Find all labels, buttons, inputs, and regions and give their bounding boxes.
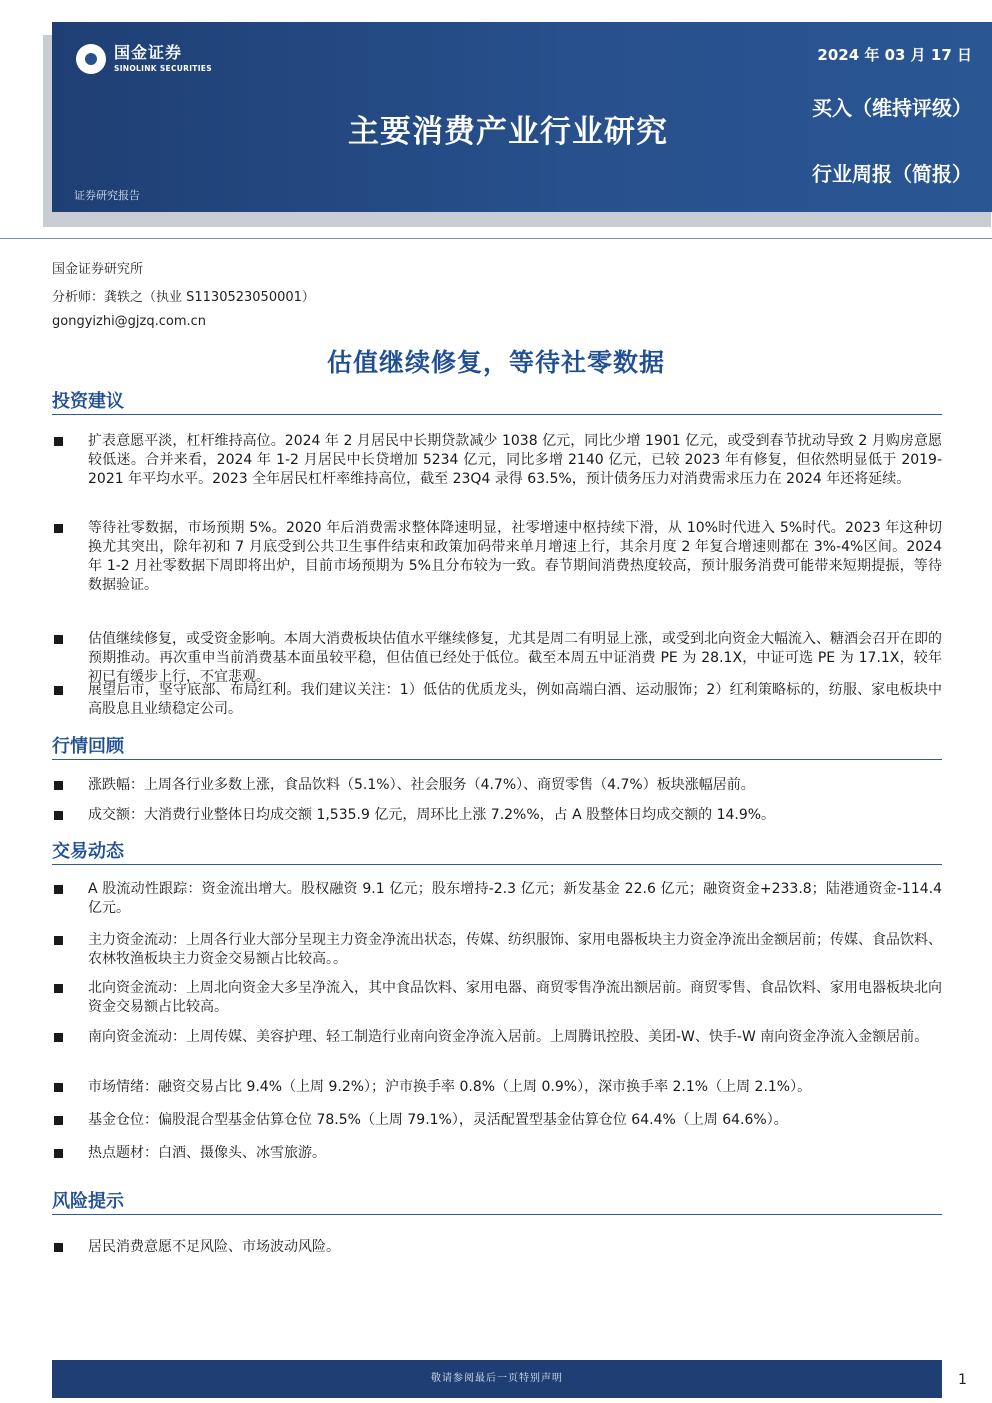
list-item: 北向资金流动：上周北向资金大多呈净流入，其中食品饮料、家用电器、商贸零售净流出额居前。商贸零售、食品饮料、家用电器板块北向资金交易额占比较高。 xyxy=(52,979,942,1017)
header-divider xyxy=(0,238,992,239)
list-item: 展望后市，坚守底部、布局红利。我们建议关注：1）低估的优质龙头，例如高端白酒、运动服饰；2）红利策略标的，纺服、家电板块中高股息且业绩稳定公司。 xyxy=(52,681,942,719)
rating: 买入（维持评级） xyxy=(812,96,972,120)
list-item: 成交额：大消费行业整体日均成交额 1,535.9 亿元，周环比上涨 7.2%%，占 A 股整体日均成交额的 14.9%。 xyxy=(52,806,942,825)
section-divider xyxy=(52,759,942,760)
footer-bar xyxy=(52,1360,942,1398)
report-industry-title: 主要消费产业行业研究 xyxy=(348,114,668,150)
section-title-trading: 交易动态 xyxy=(52,841,124,862)
section-title-market-review: 行情回顾 xyxy=(52,736,124,757)
list-item: A 股流动性跟踪：资金流出增大。股权融资 9.1 亿元；股东增持-2.3 亿元；新发基金 22.6 亿元；融资资金+233.8；陆港通资金-114.4 亿元。 xyxy=(52,880,942,918)
list-item: 估值继续修复，或受资金影响。本周大消费板块估值水平继续修复，尤其是周二有明显上涨，或受到北向资金大幅流入、糖酒会召开在即的预期推动。再次重申当前消费基本面虽较平稳，但估值已经处于低位。截至本周五中证消费 PE 为 28.1X，中证可选 PE 为 17.1X，较年初已有缓步上行，不宜悲观。 xyxy=(52,630,942,687)
report-type: 行业周报（简报） xyxy=(812,162,972,186)
list-item: 主力资金流动：上周各行业大部分呈现主力资金净流出状态，传媒、纺织服饰、家用电器板块主力资金净流出金额居前；传媒、食品饮料、农林牧渔板块主力资金交易额占比较高。。 xyxy=(52,931,942,969)
bullet-square-icon xyxy=(54,811,63,820)
list-item: 基金仓位：偏股混合型基金估算仓位 78.5%（上周 79.1%），灵活配置型基金估算仓位 64.4%（上周 64.6%）。 xyxy=(52,1111,942,1130)
bullet-square-icon xyxy=(54,524,63,533)
bullet-square-icon xyxy=(54,1149,63,1158)
section-divider xyxy=(52,864,942,865)
bullet-square-icon xyxy=(54,437,63,446)
bullet-square-icon xyxy=(54,686,63,695)
list-item: 市场情绪：融资交易占比 9.4%（上周 9.2%）；沪市换手率 0.8%（上周 0.9%），深市换手率 2.1%（上周 2.1%）。 xyxy=(52,1078,942,1097)
company-logo xyxy=(76,44,212,74)
list-item: 扩表意愿平淡，杠杆维持高位。2024 年 2 月居民中长期贷款减少 1038 亿元，同比少增 1901 亿元，或受到春节扰动导致 2 月购房意愿较低迷。合并来看，2024 年 1-2 月居民中长贷增加 5234 亿元，同比多增 2140 亿元，已较 2023 年有修复，但依然明显低于 2019-2021 年平均水平。2023 全年居民杠杆率维持高位，截至 23Q4 录得 63.5%，预计债务压力对消费需求压力在 2024 年还将延续。 xyxy=(52,432,942,489)
report-category: 证券研究报告 xyxy=(74,189,140,202)
bullet-square-icon xyxy=(54,781,63,790)
bullet-square-icon xyxy=(54,1033,63,1042)
bullet-square-icon xyxy=(54,885,63,894)
list-item: 南向资金流动：上周传媒、美容护理、轻工制造行业南向资金净流入居前。上周腾讯控股、美团-W、快手-W 南向资金净流入金额居前。 xyxy=(52,1028,942,1047)
page-number: 1 xyxy=(958,1372,967,1388)
bullet-square-icon xyxy=(54,1083,63,1092)
analyst-name: 分析师：龚轶之（执业 S1130523050001） xyxy=(52,290,315,305)
bullet-square-icon xyxy=(54,1243,63,1252)
logo-icon xyxy=(76,44,106,74)
report-date: 2024 年 03 月 17 日 xyxy=(817,46,972,64)
analyst-email[interactable]: gongyizhi@gjzq.com.cn xyxy=(52,314,207,329)
list-item: 居民消费意愿不足风险、市场波动风险。 xyxy=(52,1238,942,1257)
header-banner xyxy=(52,22,992,212)
logo-name-cn: 国金证券 xyxy=(114,43,183,63)
bullet-square-icon xyxy=(54,635,63,644)
list-item: 涨跌幅：上周各行业多数上涨，食品饮料（5.1%）、社会服务（4.7%）、商贸零售（4.7%）板块涨幅居前。 xyxy=(52,776,942,795)
bullet-square-icon xyxy=(54,936,63,945)
list-item: 等待社零数据，市场预期 5%。2020 年后消费需求整体降速明显，社零增速中枢持续下滑，从 10%时代进入 5%时代。2023 年这种切换尤其突出，除年初和 7 月底受到公共卫生事件结束和政策加码带来单月增速上行，其余月度 2 年复合增速则都在 3%-4%区间。2024 年 1-2 月社零数据下周即将出炉，目前市场预期为 5%且分布较为一致。春节期间消费热度较高，预计服务消费可能带来短期提振，等待数据验证。 xyxy=(52,519,942,595)
logo-name-en: SINOLINK SECURITIES xyxy=(114,64,212,74)
bullet-square-icon xyxy=(54,984,63,993)
section-divider xyxy=(52,414,942,415)
list-item: 热点题材：白酒、摄像头、冰雪旅游。 xyxy=(52,1144,942,1163)
section-title-risk: 风险提示 xyxy=(52,1191,124,1212)
section-title-investment: 投资建议 xyxy=(52,391,124,412)
report-title: 估值继续修复，等待社零数据 xyxy=(326,348,665,377)
section-divider xyxy=(52,1214,942,1215)
institute-name: 国金证券研究所 xyxy=(52,262,144,277)
bullet-square-icon xyxy=(54,1116,63,1125)
disclaimer-notice: 敬请参阅最后一页特别声明 xyxy=(431,1373,563,1384)
